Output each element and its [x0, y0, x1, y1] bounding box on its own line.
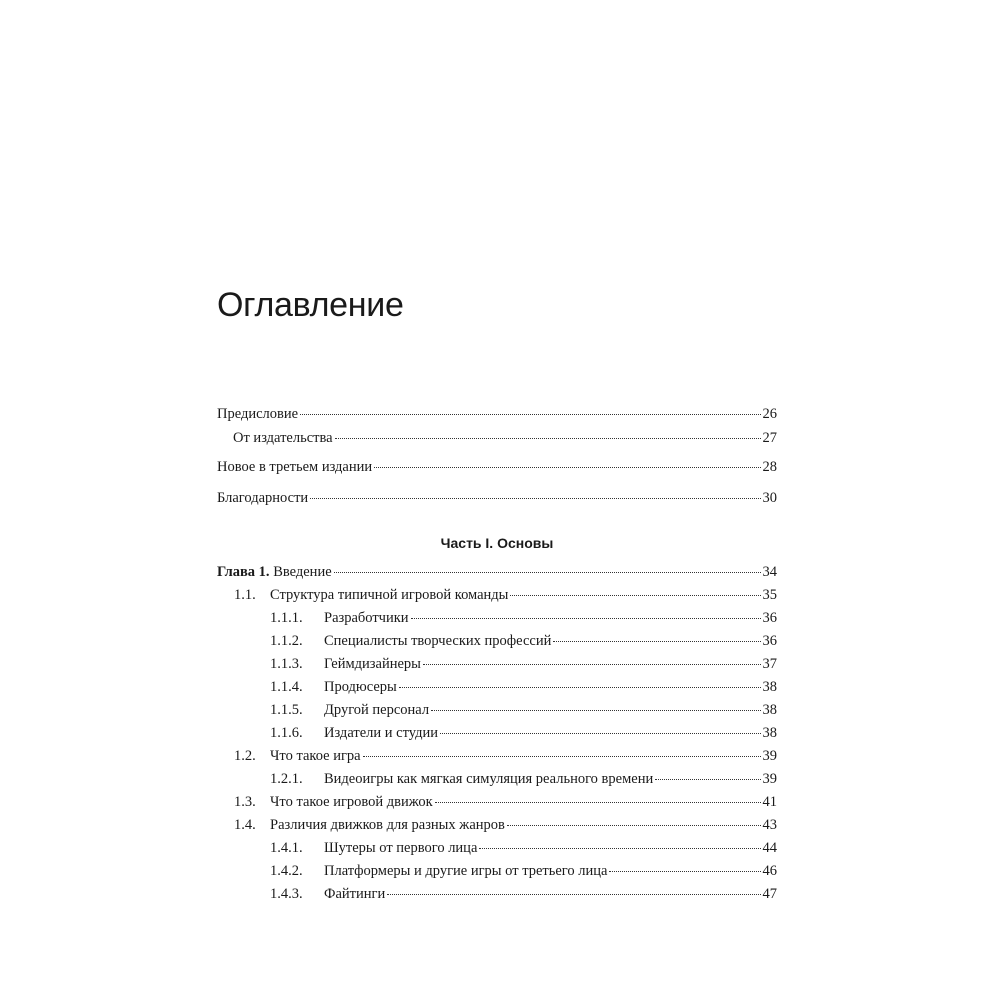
- toc-entry[interactable]: 1.4.1. Шутеры от первого лица 44: [270, 840, 777, 856]
- toc-entry-publisher-note[interactable]: От издательства 27: [233, 430, 777, 446]
- part-heading: Часть I. Основы: [440, 535, 554, 551]
- toc-entry-new-in-third-edition[interactable]: Новое в третьем издании 28: [217, 459, 777, 475]
- chapter-title: Введение: [273, 564, 332, 580]
- toc-entry[interactable]: 1.1.3. Геймдизайнеры 37: [270, 656, 777, 672]
- toc-entry[interactable]: 1.1.5. Другой персонал 38: [270, 702, 777, 718]
- toc-entry[interactable]: 1.4. Различия движков для разных жанров 43: [234, 817, 777, 833]
- chapter-label: Глава 1.: [217, 564, 270, 580]
- toc-heading: Оглавление: [217, 286, 404, 324]
- toc-entry[interactable]: 1.1.2. Специалисты творческих профессий 36: [270, 633, 777, 649]
- toc-entry[interactable]: 1.1.1. Разработчики 36: [270, 610, 777, 626]
- toc-entry[interactable]: 1.2.1. Видеоигры как мягкая симуляция реального времени 39: [270, 771, 777, 787]
- toc-entry[interactable]: 1.4.3. Файтинги 47: [270, 886, 777, 902]
- toc-entry-chapter-1[interactable]: Глава 1. Введение 34: [217, 564, 777, 580]
- toc-entry[interactable]: 1.3. Что такое игровой движок 41: [234, 794, 777, 810]
- toc-entry[interactable]: 1.1. Структура типичной игровой команды 35: [234, 587, 777, 603]
- toc-entry[interactable]: 1.4.2. Платформеры и другие игры от третьего лица 46: [270, 863, 777, 879]
- toc-entry-acknowledgements[interactable]: Благодарности 30: [217, 490, 777, 506]
- toc-entry[interactable]: 1.1.6. Издатели и студии 38: [270, 725, 777, 741]
- toc-entry-preface[interactable]: Предисловие 26: [217, 406, 777, 422]
- toc-entry[interactable]: 1.2. Что такое игра 39: [234, 748, 777, 764]
- toc-entry[interactable]: 1.1.4. Продюсеры 38: [270, 679, 777, 695]
